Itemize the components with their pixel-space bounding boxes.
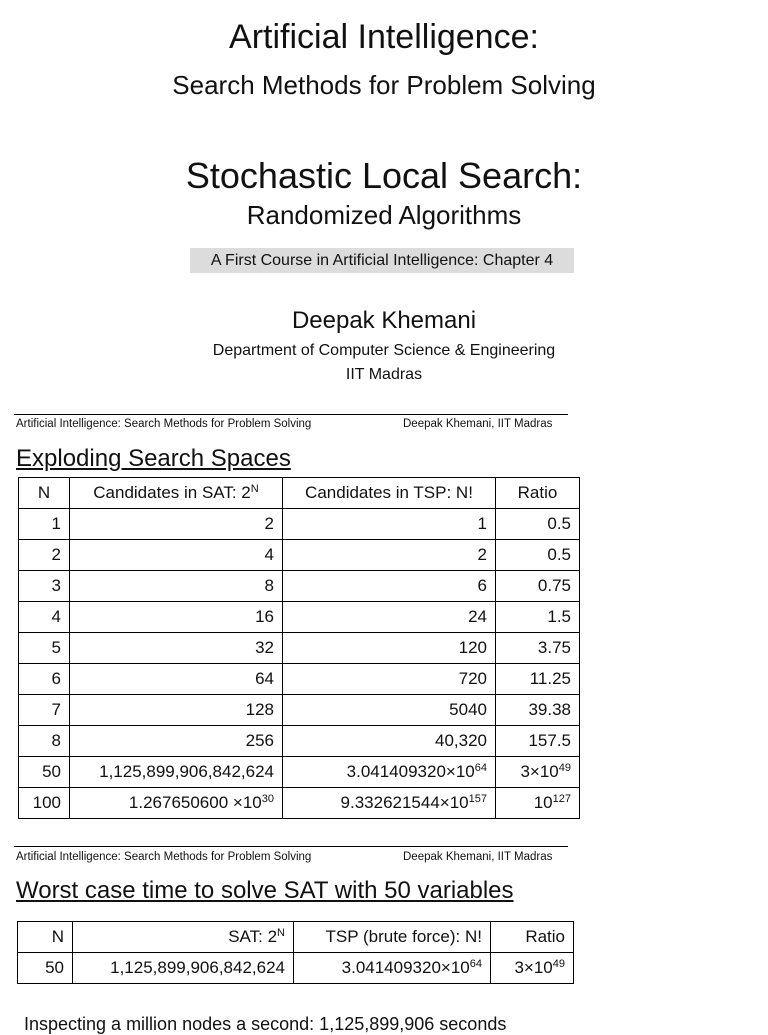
table-header-row	[18, 922, 574, 953]
header-ratio: Ratio	[491, 922, 574, 953]
table-row-100: 100 $1.267650600 \times 10^{30}$ $9.332621544\times 10^{157}$ $10^{127}$	[19, 788, 580, 819]
search-space-table	[18, 477, 580, 819]
chapter-label: A First Course in Artificial Intelligence: Chapter 4	[190, 248, 574, 273]
table-row-50: 50 1,125,899,906,842,624 $3.041409320\times 10^{64}$ $3\times 10^{49}$	[19, 757, 580, 788]
main-subtitle: Search Methods for Problem Solving	[172, 70, 596, 100]
footer-right: Deepak Khemani, IIT Madras	[403, 418, 553, 430]
table-row: 3 8 6 0.75	[19, 571, 580, 602]
footer-left: Artificial Intelligence: Search Methods for Problem Solving	[16, 418, 312, 430]
table-row: 1 2 1 0.5	[19, 509, 580, 540]
table-row: 2 4 2 0.5	[19, 540, 580, 571]
header-ratio: Ratio	[496, 478, 580, 509]
table-row: 5 32 120 3.75	[19, 633, 580, 664]
table-row: 6 64 720 11.25	[19, 664, 580, 695]
header-n: N	[18, 922, 73, 953]
slide-divider	[14, 414, 568, 415]
table-row: 4 16 24 1.5	[19, 602, 580, 633]
table-header-row	[19, 478, 580, 509]
slide-divider	[14, 846, 568, 847]
header-n: N	[19, 478, 70, 509]
institute: IIT Madras	[345, 366, 423, 383]
sat-50-table	[17, 921, 574, 984]
header-tsp: TSP (brute force): N!	[294, 922, 491, 953]
author-name: Deepak Khemani	[291, 307, 477, 334]
topic-title: Stochastic Local Search:	[185, 155, 583, 196]
section-heading-worst-case: Worst case time to solve SAT with 50 variables	[16, 877, 514, 904]
footer-left: Artificial Intelligence: Search Methods for Problem Solving	[16, 851, 312, 863]
header-sat: Candidates in SAT: $2^N$	[70, 478, 283, 509]
topic-subtitle: Randomized Algorithms	[246, 200, 522, 230]
main-title: Artificial Intelligence:	[229, 18, 539, 56]
table-row: 7 128 5040 39.38	[19, 695, 580, 726]
section-heading-exploding: Exploding Search Spaces	[16, 445, 291, 472]
footer-right: Deepak Khemani, IIT Madras	[403, 851, 553, 863]
department: Department of Computer Science & Engineering	[212, 342, 556, 359]
table-row: 50 1,125,899,906,842,624 $3.041409320\times 10^{64}$ $3\times 10^{49}$	[18, 953, 574, 984]
header-sat: SAT: $2^N$	[73, 922, 294, 953]
header-tsp: Candidates in TSP: N!	[283, 478, 496, 509]
bottom-text: Inspecting a million nodes a second: 1,125,899,906 seconds	[24, 1014, 507, 1034]
table-row: 8 256 40,320 157.5	[19, 726, 580, 757]
